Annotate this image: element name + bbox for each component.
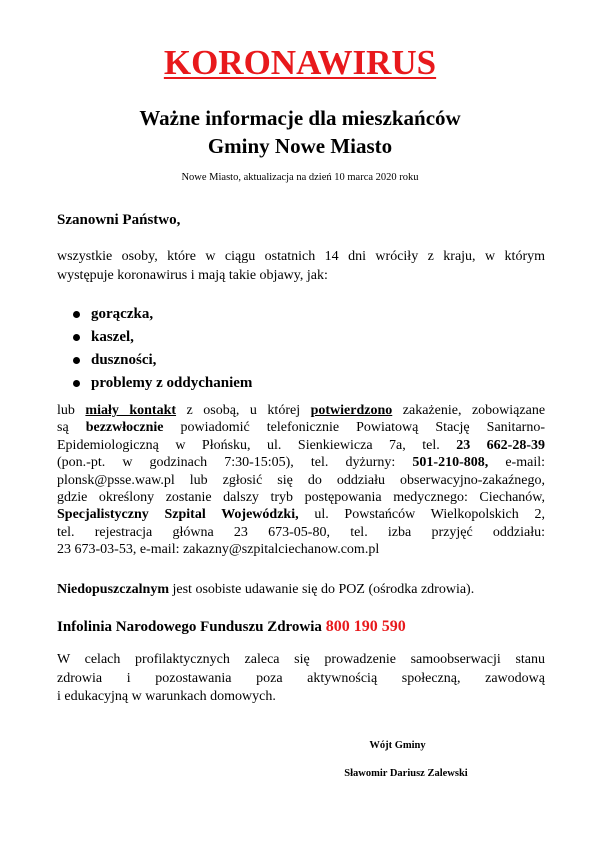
symptom-list (57, 303, 252, 395)
intro-paragraph (57, 247, 545, 285)
intro-line-2: występuje koronawirus i mają takie objawy, jak: (57, 268, 328, 283)
contact-line-5: plonsk@psse.waw.pl lub zgłosić się do oddziału obserwacyjno-zakaźnego, (57, 472, 545, 488)
text-span: zakażenie, zobowiązane (392, 403, 545, 418)
signature-title: Wójt Gminy (369, 740, 426, 751)
text-span: jest osobiste udawanie się do POZ (ośrodka zdrowia). (169, 582, 475, 597)
list-item (57, 372, 252, 395)
prevention-line-3: i edukacyjną w warunkach domowych. (57, 689, 276, 704)
prevention-paragraph (57, 651, 545, 707)
poz-warning (57, 580, 557, 599)
contact-line-6: gdzie określony zostanie dalszy tryb postępowania medycznego: Ciechanów, (57, 489, 545, 505)
list-item (57, 349, 252, 372)
hospital-name: Specjalistyczny Szpital Wojewódzki, (57, 507, 299, 523)
prevention-line-2: zdrowia i pozostawania poza aktywnością społeczną, zawodową (57, 670, 545, 686)
subtitle-line-2: Gminy Nowe Miasto (207, 134, 393, 158)
text-span: e-mail: (488, 455, 545, 471)
dateline: Nowe Miasto, aktualizacja na dzień 10 marca 2020 roku (181, 172, 419, 183)
text-span: (pon.-pt. w godzinach 7:30-15:05), tel. dyżurny: (57, 455, 413, 471)
contact-line-9: 23 673-03-53, e-mail: zakazny@szpitalciechanow.com.pl (57, 542, 380, 558)
contact-line-1 (57, 402, 545, 419)
symptom-label: problemy z oddychaniem (91, 375, 253, 391)
bullet-icon (73, 334, 80, 341)
text-emphasis: miały kontakt (85, 403, 177, 418)
text-span: Epidemiologiczną w Płońsku, ul. Sienkiewicza 7a, tel. (57, 437, 457, 453)
contact-line-3 (57, 437, 545, 454)
hotline-label: Infolinia Narodowego Funduszu Zdrowia (57, 619, 326, 635)
text-span: są (57, 420, 86, 436)
duty-phone: 501-210-808, (412, 455, 489, 471)
contact-line-4 (57, 454, 545, 471)
intro-line-1: wszystkie osoby, które w ciągu ostatnich 14 dni wróciły z kraju, w którym (57, 249, 545, 264)
symptom-label: gorączka, (91, 306, 154, 322)
bullet-icon (73, 357, 80, 364)
text-span: lub (57, 403, 86, 418)
nfz-hotline (57, 617, 406, 637)
hotline-number: 800 190 590 (325, 618, 406, 635)
list-item (57, 326, 252, 349)
page-title: KORONAWIRUS (163, 43, 437, 82)
signature-name: Sławomir Dariusz Zalewski (344, 768, 468, 779)
text-emphasis: potwierdzono (310, 403, 393, 418)
text-emphasis: bezzwłocznie (85, 420, 164, 436)
bullet-icon (73, 380, 80, 387)
contact-line-8: tel. rejestracja główna 23 673-05-80, tel. izba przyjęć oddziału: (57, 524, 545, 540)
text-span: ul. Powstańców Wielkopolskich 2, (298, 507, 545, 523)
sanepid-phone: 23 662-28-39 (456, 437, 545, 453)
contact-line-2 (57, 419, 545, 436)
symptom-label: kaszel, (91, 329, 134, 345)
text-span: z osobą, u której (176, 403, 311, 418)
subtitle-line-1: Ważne informacje dla mieszkańców (139, 106, 461, 130)
contact-paragraph (57, 402, 545, 559)
symptom-label: duszności, (91, 352, 157, 368)
list-item (57, 303, 252, 326)
prevention-line-1: W celach profilaktycznych zaleca się prowadzenie samoobserwacji stanu (57, 652, 545, 667)
greeting: Szanowni Państwo, (57, 212, 181, 228)
text-span: powiadomić telefonicznie Powiatową Stację Sanitarno- (163, 420, 545, 436)
contact-line-7 (57, 506, 545, 523)
bullet-icon (73, 311, 80, 318)
text-emphasis: Niedopuszczalnym (57, 582, 169, 597)
